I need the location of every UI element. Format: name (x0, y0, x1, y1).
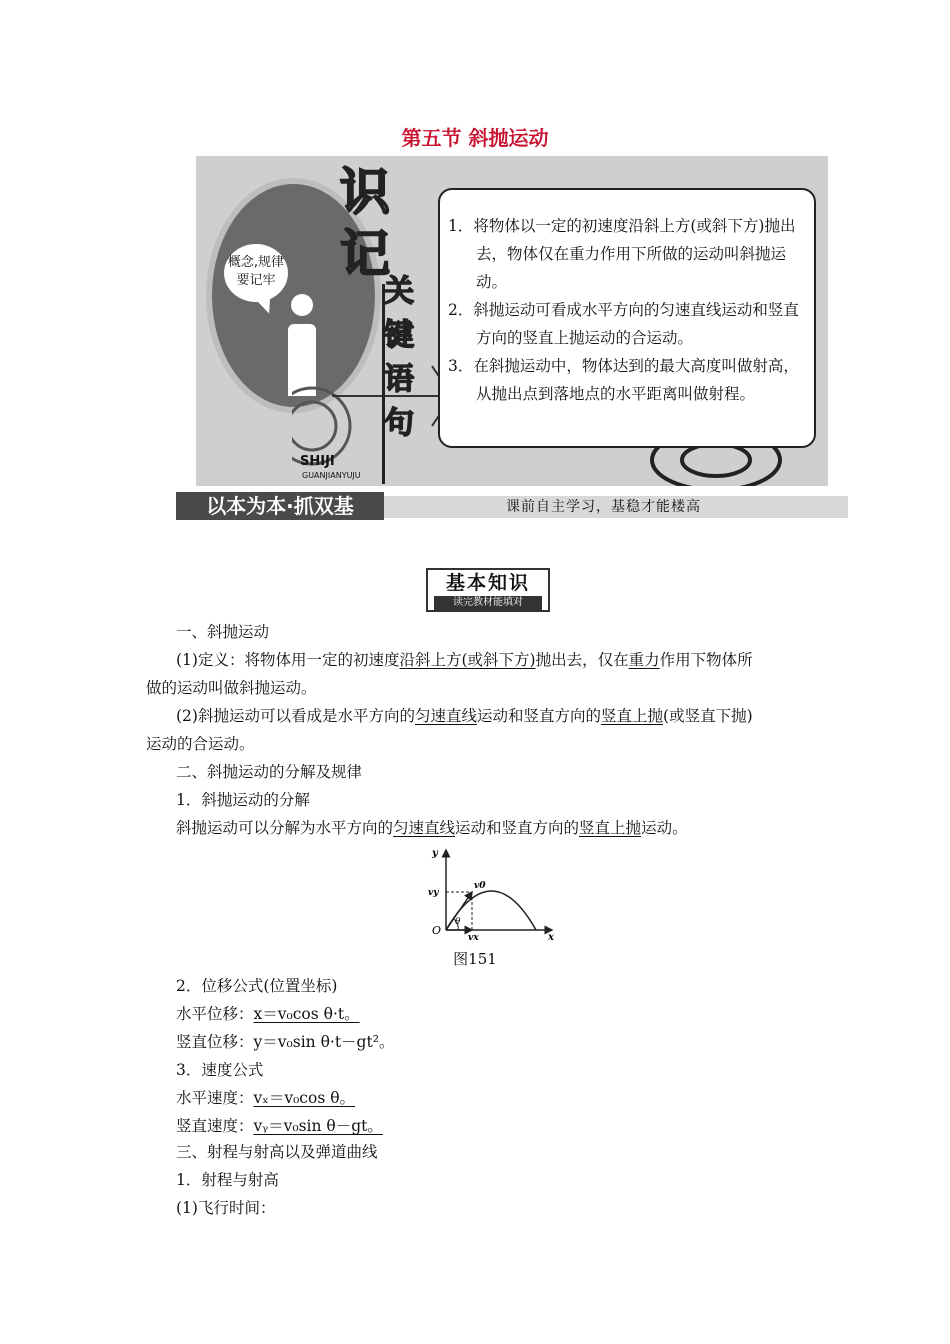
vel-y-label: 竖直速度： (176, 1117, 254, 1135)
heading-3-1-1: (1)飞行时间： (176, 1199, 276, 1217)
def-text-c: 作用下物体所 (659, 651, 753, 669)
label-vy: vy (428, 888, 439, 898)
label-origin: O (432, 924, 442, 937)
comp-text-a: (2)斜抛运动可以看成是水平方向的 (176, 707, 415, 725)
heading-2-3: 3．速度公式 (176, 1061, 264, 1079)
key-point-2: 2．斜抛运动可看成水平方向的匀速直线运动和竖直方向的竖直上抛运动的合运动。 (448, 301, 799, 347)
displacement-y (176, 1030, 394, 1054)
vertical-char-1: 关 (384, 274, 414, 309)
vel-x-label: 水平速度： (176, 1089, 254, 1107)
disp-y-formula: y＝v₀sin θ·t－gt²。 (253, 1033, 395, 1051)
section-subtitle: 读完教材能填对 (434, 596, 542, 610)
dec-text-b: 运动和竖直方向的 (455, 819, 580, 837)
vel-y-formula: vᵧ＝v₀sin θ－gt。 (253, 1117, 383, 1135)
heading-3-1: 1．射程与射高 (176, 1171, 279, 1189)
projectile-figure (424, 842, 564, 942)
strip-left-label: 以本为本·抓双基 (176, 492, 384, 520)
def-blank-1: 沿斜上方(或斜下方) (399, 651, 536, 669)
key-point-1: 1．将物体以一定的初速度沿斜上方(或斜下方)抛出去，物体仅在重力作用下所做的运动叫斜抛运动。 (448, 217, 796, 291)
vertical-char-4: 句 (384, 406, 414, 441)
heading-1: 一、斜抛运动 (176, 623, 270, 641)
shiji-label: SHIJI (300, 454, 335, 469)
heading-2-2: 2．位移公式(位置坐标) (176, 977, 338, 995)
key-points-card (438, 188, 816, 448)
bubble-line-1: 概念,规律 (227, 255, 285, 270)
disp-x-formula: x＝v₀cos θ·t。 (253, 1005, 360, 1023)
disp-y-label: 竖直位移： (176, 1033, 254, 1051)
composition-line-2: 运动的合运动。 (146, 735, 255, 753)
dec-blank-1: 匀速直线 (393, 819, 456, 837)
big-char-ji: 记 (340, 225, 390, 283)
def-blank-2: 重力 (628, 651, 660, 669)
section-title: 基本知识 (445, 572, 530, 594)
shiji-sub-label: GUANJIANYUJU (302, 471, 361, 480)
figure-caption: 图151 (453, 950, 497, 968)
label-vx: vx (468, 933, 479, 942)
velocity-y (176, 1114, 383, 1138)
dec-text-a: 斜抛运动可以分解为水平方向的 (176, 819, 394, 837)
heading-2-1: 1．斜抛运动的分解 (176, 791, 310, 809)
section-strip (176, 492, 848, 520)
label-x: x (548, 932, 554, 942)
definition-line-1 (176, 648, 753, 672)
label-y: y (432, 848, 438, 859)
dec-text-c: 运动。 (641, 819, 688, 837)
comp-blank-1: 匀速直线 (414, 707, 477, 725)
comp-text-b: 运动和竖直方向的 (476, 707, 601, 725)
bubble-line-2: 要记牢 (236, 273, 276, 288)
strip-right-label: 课前自主学习，基稳才能楼高 (384, 496, 848, 518)
big-char-shi: 识 (340, 163, 390, 221)
def-text-b: 抛出去，仅在 (535, 651, 629, 669)
composition-line-1 (176, 704, 753, 728)
definition-line-2: 做的运动叫做斜抛运动。 (146, 679, 317, 697)
vertical-char-3: 语 (384, 362, 414, 397)
label-v0: v0 (474, 881, 486, 891)
heading-3: 三、射程与射高以及弹道曲线 (176, 1143, 378, 1161)
section-label-box (426, 568, 550, 612)
velocity-x (176, 1086, 355, 1110)
heading-2: 二、斜抛运动的分解及规律 (176, 763, 363, 781)
key-point-3: 3．在斜抛运动中，物体达到的最大高度叫做射高，从抛出点到落地点的水平距离叫做射程。 (448, 357, 799, 403)
person-head-icon (291, 294, 313, 316)
displacement-x (176, 1002, 360, 1026)
vertical-char-2: 键 (384, 318, 414, 353)
decomposition-line (176, 816, 688, 840)
comp-text-c: (或竖直下抛) (663, 707, 753, 725)
def-text-a: (1)定义：将物体用一定的初速度 (176, 651, 400, 669)
comp-blank-2: 竖直上抛 (601, 707, 664, 725)
vel-x-formula: vₓ＝v₀cos θ。 (253, 1089, 356, 1107)
dec-blank-2: 竖直上抛 (579, 819, 642, 837)
speech-bubble (224, 244, 288, 302)
key-points-banner (196, 156, 828, 486)
disp-x-label: 水平位移： (176, 1005, 254, 1023)
label-theta: θ (455, 917, 461, 927)
page-title: 第五节 斜抛运动 (401, 126, 549, 150)
